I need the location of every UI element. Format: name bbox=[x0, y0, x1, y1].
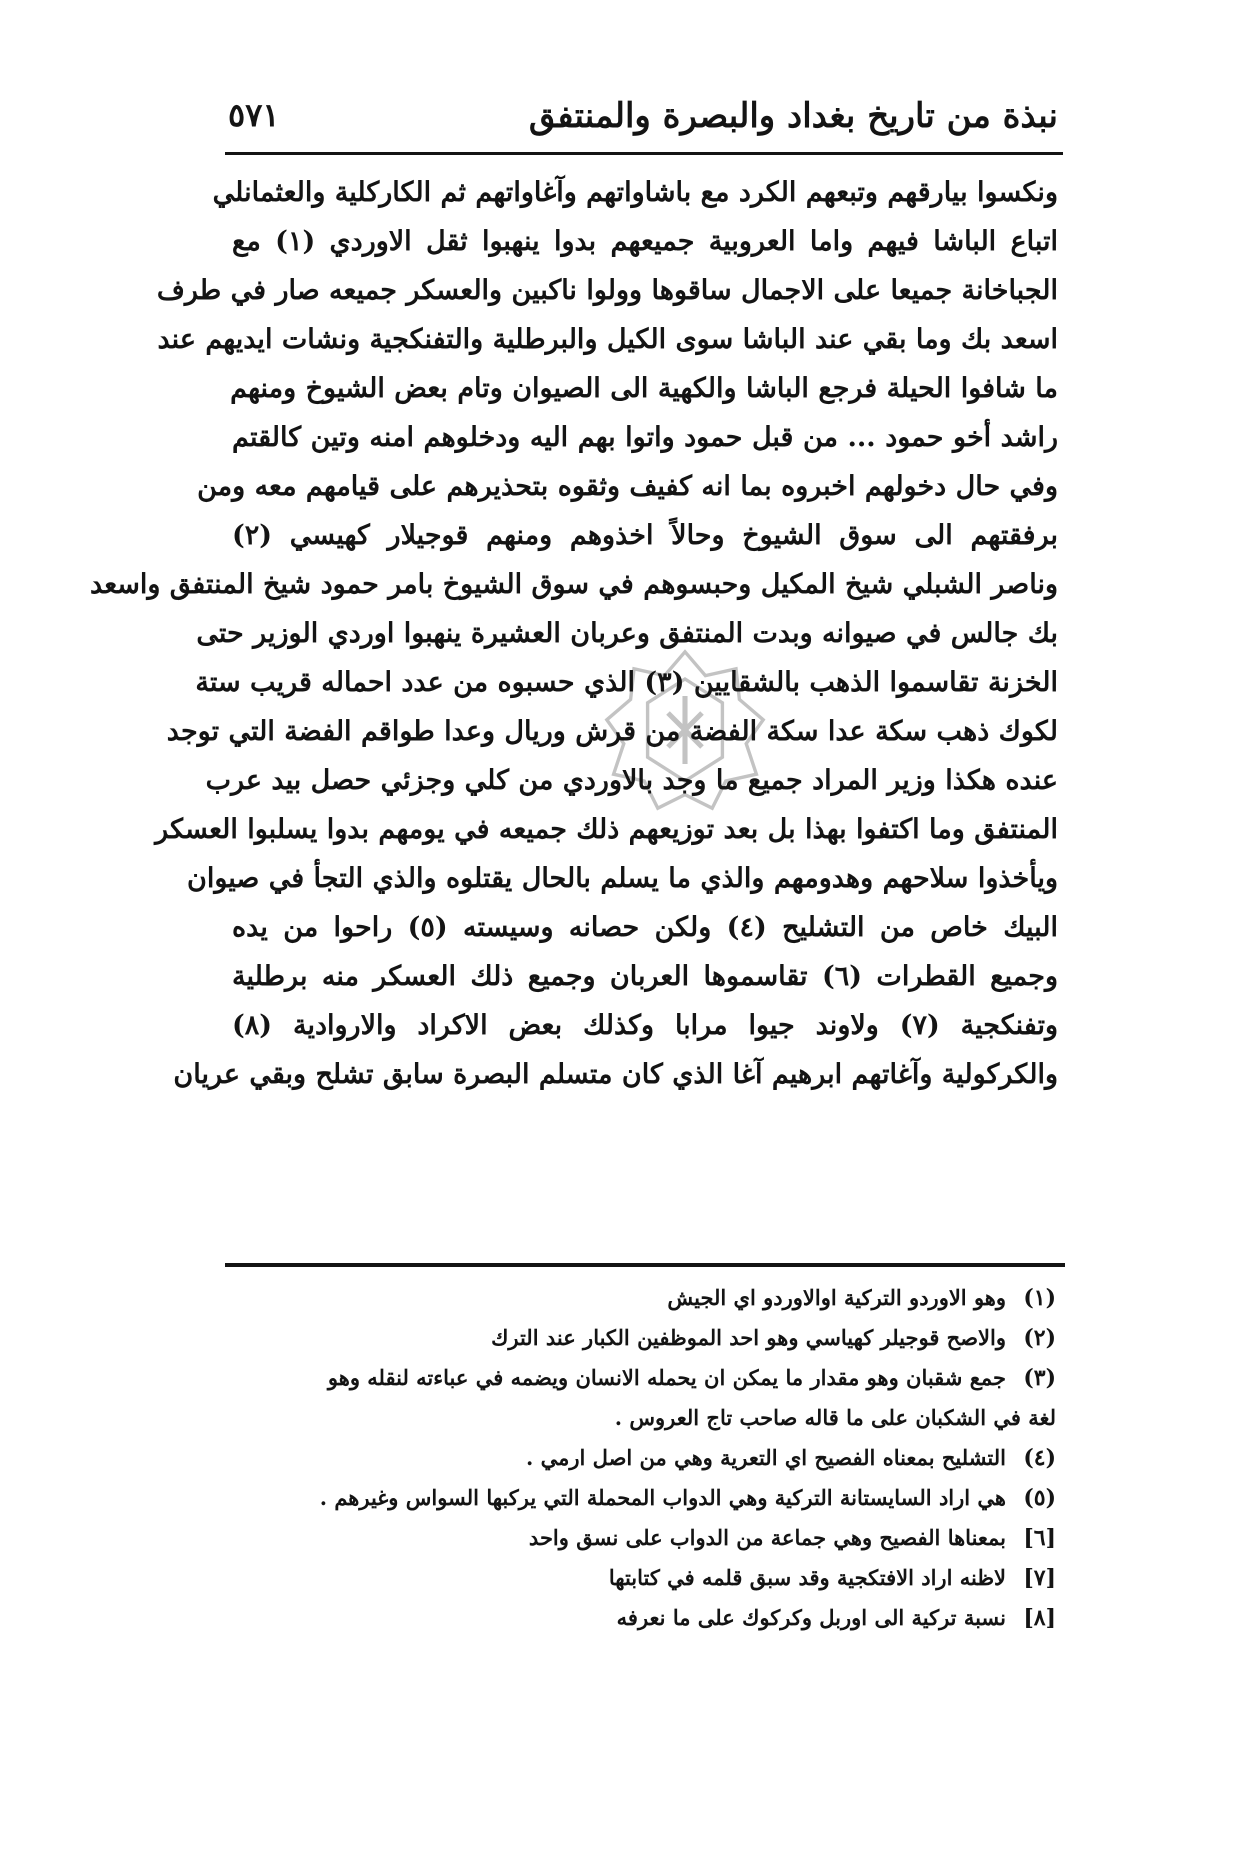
body-line: والكركولية وآغاتهم ابرهيم آغا الذي كان متسلم البصرة سابق تشلح وبقي عريان bbox=[173, 1059, 1058, 1090]
body-line: وجميع القطرات (٦) تقاسموها العربان وجميع ذلك العسكر منه برطلية bbox=[232, 961, 1058, 992]
body-line: عنده هكذا وزير المراد جميع ما وجد بالاوردي من كلي وجزئي حصل بيد عرب bbox=[205, 765, 1058, 796]
footnote-marker: (٥) bbox=[1023, 1485, 1056, 1511]
page-header bbox=[228, 92, 1058, 154]
body-line: برفقتهم الى سوق الشيوخ وحالاً اخذوهم ومنهم قوجيلار كهيسي (٢) bbox=[232, 520, 1058, 551]
footnote bbox=[250, 1438, 1056, 1478]
footnotes bbox=[250, 1278, 1056, 1638]
footnote bbox=[250, 1318, 1056, 1358]
footnote-text: لاظنه اراد الافتكجية وقد سبق قلمه في كتابتها bbox=[608, 1565, 1007, 1590]
footnote-marker: (١) bbox=[1023, 1285, 1056, 1311]
body-line: وتفنكجية (٧) ولاوند جيوا مرابا وكذلك بعض الاكراد والاروادية (٨) bbox=[232, 1010, 1058, 1041]
footnote bbox=[250, 1558, 1056, 1598]
body-line: البيك خاص من التشليح (٤) ولكن حصانه وسيسته (٥) راحوا من يده bbox=[232, 912, 1058, 943]
footnote-text: وهو الاوردو التركية اوالاوردو اي الجيش bbox=[667, 1285, 1007, 1310]
footnote-text: التشليح بمعناه الفصيح اي التعرية وهي من اصل ارمي . bbox=[526, 1445, 1007, 1470]
body-line: بك جالس في صيوانه وبدت المنتفق وعربان العشيرة ينهبوا اوردي الوزير حتى bbox=[196, 618, 1058, 649]
body-text bbox=[90, 168, 1058, 1099]
body-line: راشد أخو حمود ... من قبل حمود واتوا بهم اليه ودخلوهم امنه وتين كالقتم bbox=[232, 422, 1058, 453]
footnote-marker: (٤) bbox=[1023, 1445, 1056, 1471]
footnote bbox=[250, 1598, 1056, 1638]
running-title: نبذة من تاريخ بغداد والبصرة والمنتفق bbox=[528, 96, 1058, 136]
body-line: ما شافوا الحيلة فرجع الباشا والكهية الى الصيوان وتام بعض الشيوخ ومنهم bbox=[230, 373, 1058, 404]
body-line: ويأخذوا سلاحهم وهدومهم والذي ما يسلم بالحال يقتلوه والذي التجأ في صيوان bbox=[186, 863, 1058, 894]
footnote-text: لغة في الشكبان على ما قاله صاحب تاج العروس . bbox=[614, 1405, 1056, 1430]
body-line: لكوك ذهب سكة عدا سكة الفضة من قرش وريال وعدا طواقم الفضة التي توجد bbox=[166, 716, 1058, 747]
footnote-marker: [٧] bbox=[1023, 1565, 1056, 1591]
footnote-marker: [٨] bbox=[1023, 1605, 1056, 1631]
body-line: وناصر الشبلي شيخ المكيل وحبسوهم في سوق الشيوخ بامر حمود شيخ المنتفق واسعد bbox=[90, 569, 1058, 600]
footnote bbox=[250, 1278, 1056, 1318]
header-rule bbox=[225, 152, 1063, 155]
footnote-marker: [٦] bbox=[1023, 1525, 1056, 1551]
footnote-text: هي اراد السايستانة التركية وهي الدواب المحملة التي يركبها السواس وغيرهم . bbox=[319, 1485, 1007, 1510]
body-line: ونكسوا بيارقهم وتبعهم الكرد مع باشاواتهم وآغاواتهم ثم الكاركلية والعثمانلي bbox=[212, 177, 1058, 208]
page-number: ٥٧١ bbox=[228, 96, 280, 134]
footnote-marker: (٢) bbox=[1023, 1325, 1056, 1351]
footnote-text: نسبة تركية الى اوربل وكركوك على ما نعرفه bbox=[616, 1605, 1007, 1630]
footnote-continuation bbox=[250, 1398, 1056, 1438]
footnote-text: والاصح قوجيلر كهياسي وهو احد الموظفين الكبار عند الترك bbox=[491, 1325, 1007, 1350]
footnote-text: بمعناها الفصيح وهي جماعة من الدواب على نسق واحد bbox=[528, 1525, 1007, 1550]
footnote-rule bbox=[225, 1263, 1065, 1267]
body-line: الجباخانة جميعا على الاجمال ساقوها وولوا ناكبين والعسكر جميعه صار في طرف bbox=[156, 275, 1058, 306]
footnote bbox=[250, 1478, 1056, 1518]
body-line: الخزنة تقاسموا الذهب بالشقايين (٣) الذي حسبوه من عدد احماله قريب ستة bbox=[195, 667, 1058, 698]
body-line: اتباع الباشا فيهم واما العروبية جميعهم بدوا ينهبوا ثقل الاوردي (١) مع bbox=[232, 226, 1058, 257]
body-line: اسعد بك وما بقي عند الباشا سوى الكيل والبرطلية والتفنكجية ونشات ايديهم عند bbox=[157, 324, 1058, 355]
footnote bbox=[250, 1358, 1056, 1398]
body-line: وفي حال دخولهم اخبروه بما انه كفيف وثقوه بتحذيرهم على قيامهم معه ومن bbox=[197, 471, 1058, 502]
body-line: المنتفق وما اكتفوا بهذا بل بعد توزيعهم ذلك جميعه في يومهم بدوا يسلبوا العسكر bbox=[155, 814, 1058, 845]
footnote bbox=[250, 1518, 1056, 1558]
footnote-text: جمع شقبان وهو مقدار ما يمكن ان يحمله الانسان ويضمه في عباءته لنقله وهو bbox=[327, 1365, 1007, 1390]
footnote-marker: (٣) bbox=[1023, 1365, 1056, 1391]
